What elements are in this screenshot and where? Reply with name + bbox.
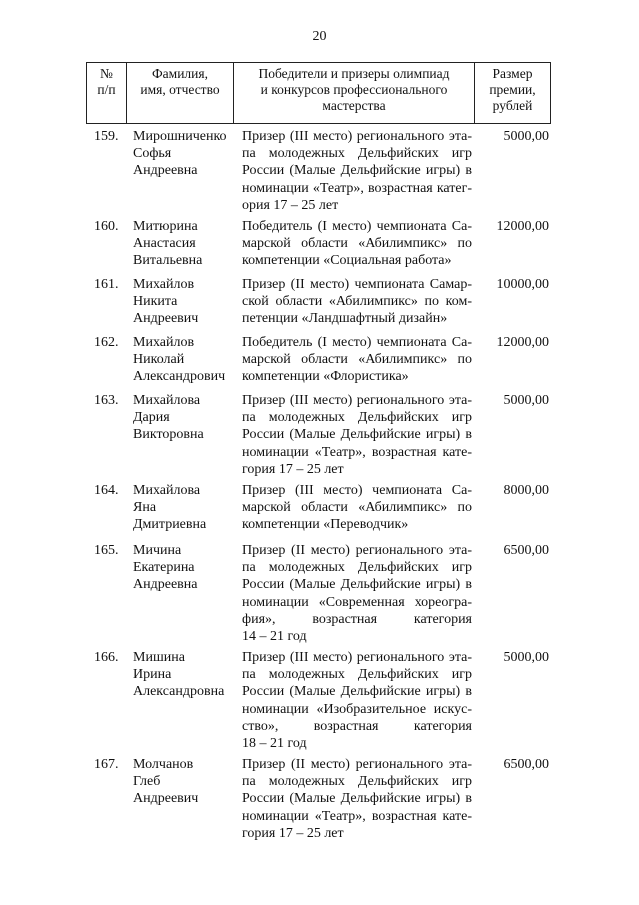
header-line: Победители и призеры олимпиад [258,66,450,81]
achievement-description [242,542,472,645]
header-line: Фамилия, [152,66,208,81]
award-amount: 6500,00 [503,757,549,772]
row-number: 163. [94,393,119,408]
name-line: Андреевич [133,791,199,807]
name-line: Андреевна [133,163,198,179]
recipient-name [133,392,243,444]
name-line: Молчанов [133,757,194,772]
description-line: па молодежных Дельфийских игр [242,774,472,790]
award-amount: 5000,00 [503,129,549,144]
achievement-description [242,128,472,214]
description-line: компетенции «Флористика» [242,369,409,385]
description-line: ской области «Абилимпикс» по ком- [242,294,472,310]
recipient-name [133,542,243,594]
achievement-description [242,756,472,842]
name-line: Николай [133,352,185,368]
description-line: Призер (II место) регионального эта- [242,543,472,558]
name-line: Митюрина [133,219,198,234]
award-amount: 8000,00 [503,483,549,498]
description-line: России (Малые Дельфийские игры) в [242,163,472,179]
header-line: и конкурсов профессионального [260,82,448,97]
achievement-description [242,334,472,386]
description-line: па молодежных Дельфийских игр [242,667,472,683]
name-line: Михайлов [133,335,195,350]
description-line: Призер (III место) регионального эта- [242,650,472,665]
description-line: России (Малые Дельфийские игры) в [242,791,472,807]
recipient-name [133,276,243,328]
description-line: марской области «Абилимпикс» по [242,500,472,516]
description-line: ство», возрастная категория [242,718,472,734]
description-line: Победитель (I место) чемпионата Са- [242,219,472,234]
achievement-description [242,218,472,270]
name-line: Анастасия [133,236,196,252]
row-number: 167. [94,757,119,772]
achievement-description [242,276,472,328]
header-line: премии, [489,82,536,97]
table-header [86,62,551,124]
description-line: па молодежных Дельфийских игр [242,146,472,162]
name-line: Михайлов [133,277,195,292]
recipient-name [133,756,243,808]
name-line: Александрович [133,369,226,385]
header-line: Размер [492,66,533,81]
name-line: Екатерина [133,560,195,576]
description-line: Призер (III место) регионального эта- [242,129,472,144]
description-line: па молодежных Дельфийских игр [242,410,472,426]
recipient-name [133,649,243,701]
description-line: петенции «Ландшафтный дизайн» [242,311,448,327]
description-line: Призер (II место) чемпионата Самар- [242,277,472,292]
description-line: номинации «Изобразительное искус- [242,701,472,717]
row-number: 166. [94,650,119,665]
header-line: № [100,66,113,81]
name-line: Дария [133,410,170,426]
achievement-description [242,392,472,478]
description-line: номинации «Театр», возрастная кате- [242,808,472,824]
award-amount: 5000,00 [503,650,549,665]
name-line: Никита [133,294,178,310]
description-line: компетенции «Переводчик» [242,517,409,533]
name-line: Ирина [133,667,172,683]
description-line: фия», возрастная категория [242,611,472,627]
description-line: Победитель (I место) чемпионата Са- [242,335,472,350]
description-line: компетенции «Социальная работа» [242,253,452,269]
name-line: Витальевна [133,253,203,269]
award-amount: 12000,00 [496,219,549,234]
name-line: Дмитриевна [133,517,207,533]
achievement-description [242,649,472,752]
description-line: России (Малые Дельфийские игры) в [242,684,472,700]
description-line: гория 17 – 25 лет [242,825,344,841]
row-number: 164. [94,483,119,498]
name-line: Мишина [133,650,185,665]
header-col-amount [474,63,550,123]
description-line: гория 17 – 25 лет [242,461,344,477]
row-number: 160. [94,219,119,234]
name-line: Софья [133,146,172,162]
name-line: Викторовна [133,427,204,443]
description-line: 14 – 21 год [242,629,307,645]
header-col-name [126,63,233,123]
header-col-number [87,63,126,123]
header-col-description [233,63,474,123]
description-line: па молодежных Дельфийских игр [242,560,472,576]
name-line: Андреевич [133,311,199,327]
name-line: Александровна [133,684,225,700]
name-line: Михайлова [133,393,201,408]
award-amount: 12000,00 [496,335,549,350]
description-line: 18 – 21 год [242,736,307,752]
description-line: номинации «Современная хореогра- [242,594,472,610]
name-line: Мичина [133,543,182,558]
name-line: Андреевна [133,577,198,593]
recipient-name [133,128,243,180]
description-line: ория 17 – 25 лет [242,197,339,213]
description-line: России (Малые Дельфийские игры) в [242,427,472,443]
name-line: Михайлова [133,483,201,498]
recipient-name [133,334,243,386]
award-amount: 6500,00 [503,543,549,558]
award-amount: 10000,00 [496,277,549,292]
row-number: 165. [94,543,119,558]
header-line: п/п [97,82,116,97]
description-line: Призер (III место) чемпионата Са- [242,483,472,498]
name-line: Глеб [133,774,161,790]
header-line: рублей [492,98,533,113]
name-line: Яна [133,500,157,516]
description-line: Призер (II место) регионального эта- [242,757,472,772]
award-amount: 5000,00 [503,393,549,408]
row-number: 159. [94,129,119,144]
recipient-name [133,482,243,534]
name-line: Мирошниченко [133,129,227,144]
page-number: 20 [312,29,327,44]
description-line: номинации «Театр», возрастная катег- [242,180,472,196]
description-line: марской области «Абилимпикс» по [242,236,472,252]
row-number: 161. [94,277,119,292]
description-line: номинации «Театр», возрастная кате- [242,444,472,460]
header-line: имя, отчество [140,82,220,97]
achievement-description [242,482,472,534]
description-line: марской области «Абилимпикс» по [242,352,472,368]
recipient-name [133,218,243,270]
description-line: России (Малые Дельфийские игры) в [242,577,472,593]
row-number: 162. [94,335,119,350]
header-line: мастерства [322,98,386,113]
description-line: Призер (III место) регионального эта- [242,393,472,408]
